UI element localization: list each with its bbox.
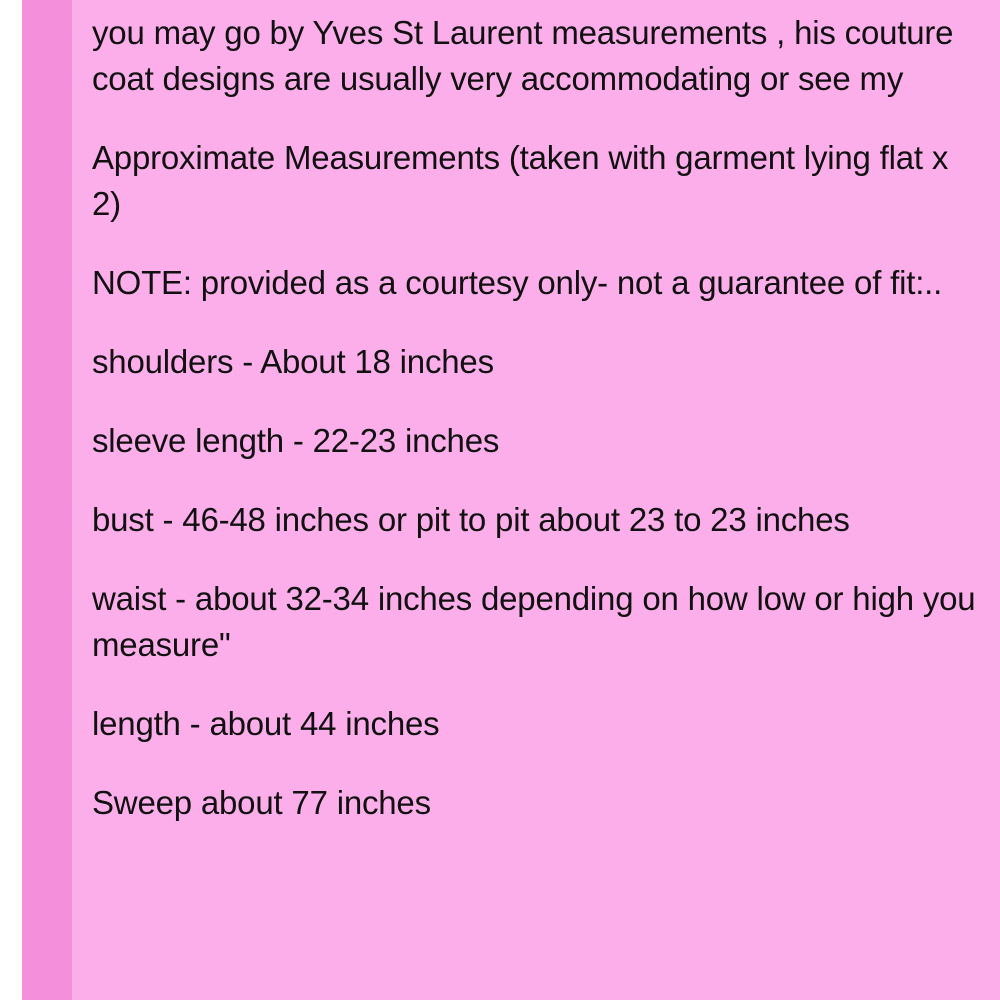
measurement-sweep: Sweep about 77 inches xyxy=(92,784,431,821)
message-paragraph-intro: you may go by Yves St Laurent measurements , his couture coat designs are usually very accommodating or see my xyxy=(92,14,954,97)
message-paragraph-approximate-measurements: Approximate Measurements (taken with garment lying flat x 2) xyxy=(92,139,949,222)
measurement-length: length - about 44 inches xyxy=(92,705,440,742)
message-paragraph-note: NOTE: provided as a courtesy only- not a guarantee of fit:.. xyxy=(92,264,943,301)
measurement-sleeve-length: sleeve length - 22-23 inches xyxy=(92,422,500,459)
message-body xyxy=(92,10,982,859)
measurement-bust: bust - 46-48 inches or pit to pit about 23 to 23 inches xyxy=(92,501,850,538)
left-margin xyxy=(0,0,22,1000)
message-accent-bar xyxy=(22,0,72,1000)
measurement-shoulders: shoulders - About 18 inches xyxy=(92,343,494,380)
measurement-waist: waist - about 32-34 inches depending on how low or high you measure" xyxy=(92,580,976,663)
